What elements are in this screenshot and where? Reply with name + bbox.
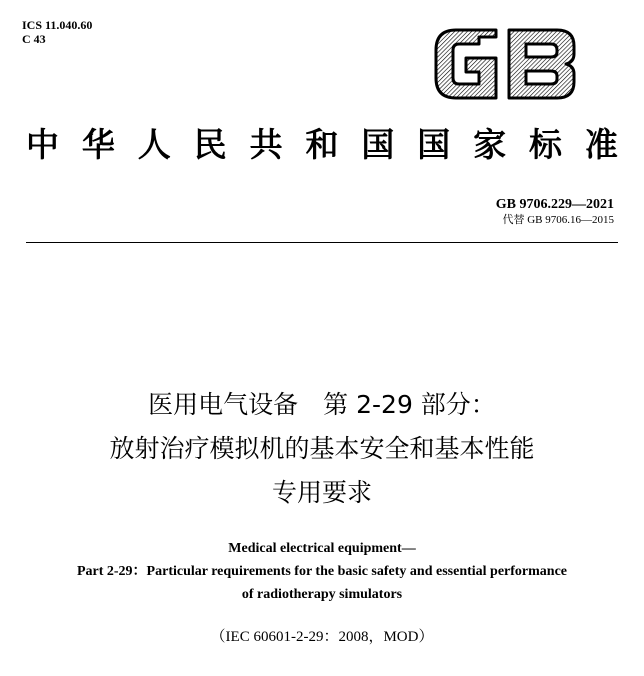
chinese-title-line-2: 放射治疗模拟机的基本安全和基本性能 xyxy=(109,434,535,463)
heading-character: 家 xyxy=(473,124,507,164)
ccs-code: C 43 xyxy=(22,32,46,46)
gb-logo xyxy=(432,24,578,104)
heading-character: 准 xyxy=(584,124,618,164)
heading-character: 国 xyxy=(417,124,451,164)
standard-number-block xyxy=(496,196,614,227)
english-title-line-2: Part 2-29：Particular requirements for the basic safety and essential performance xyxy=(76,564,568,579)
english-title xyxy=(0,537,644,606)
header-divider xyxy=(26,242,618,243)
heading-character: 中 xyxy=(26,124,59,164)
chinese-title xyxy=(0,383,644,515)
chinese-title-line-1: 医用电气设备 第 2-29 部分： xyxy=(148,390,496,419)
english-title-line-3: of radiotherapy simulators xyxy=(241,587,403,602)
heading-character: 和 xyxy=(305,124,339,164)
heading-character: 共 xyxy=(249,124,283,164)
heading-character: 人 xyxy=(137,124,171,164)
english-title-line-1: Medical electrical equipment— xyxy=(228,541,416,556)
classification-codes xyxy=(22,18,92,46)
adoption-note: （IEC 60601-2-29：2008，MOD） xyxy=(210,629,434,645)
standard-number: GB 9706.229—2021 xyxy=(495,197,614,212)
ics-code: ICS 11.040.60 xyxy=(22,18,93,32)
national-standard-heading xyxy=(26,118,618,166)
replaces-standard: 代替 GB 9706.16—2015 xyxy=(502,214,614,226)
chinese-title-line-3: 专用要求 xyxy=(271,478,372,507)
heading-character: 标 xyxy=(529,124,563,164)
heading-character: 国 xyxy=(361,124,395,164)
heading-character: 民 xyxy=(193,124,227,164)
heading-character: 华 xyxy=(81,124,115,164)
